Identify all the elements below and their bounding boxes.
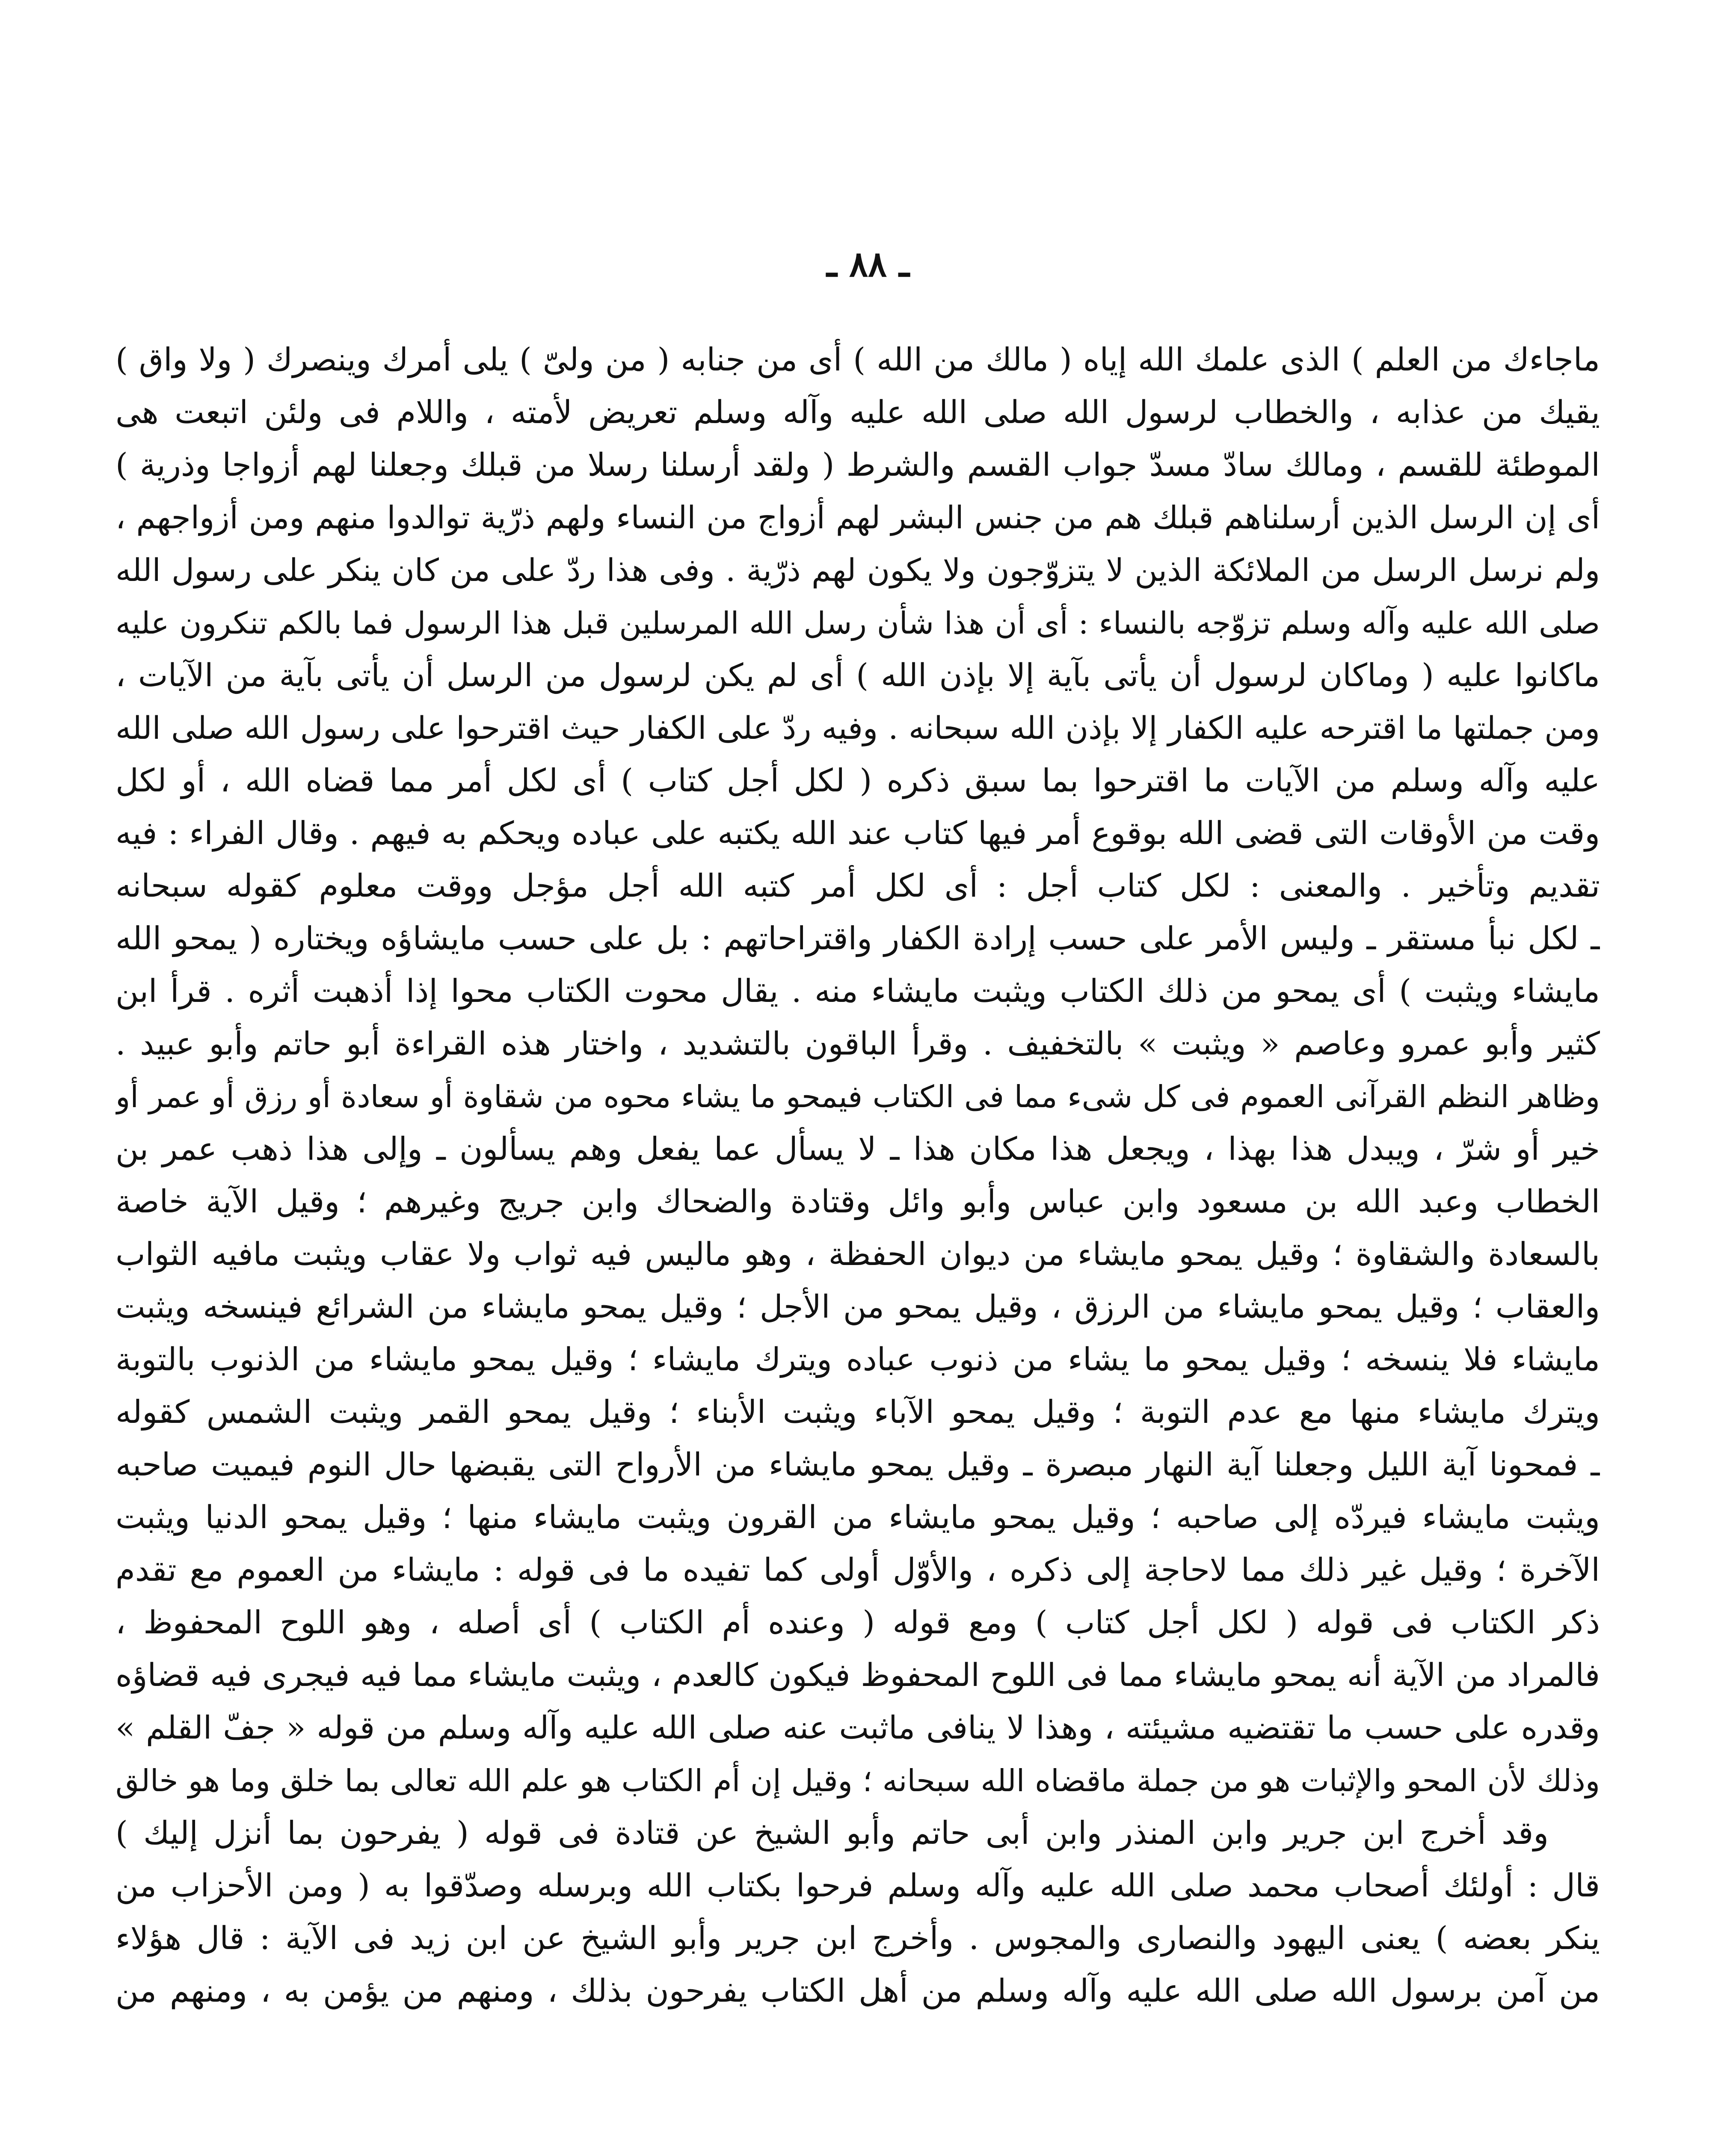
body-text: [116, 334, 1600, 2018]
text-line: مايشاء فلا ينسخه ؛ وقيل يمحو ما يشاء من ذنوب عباده ويترك مايشاء ؛ وقيل يمحو مايشاء من الذنوب بالتوبة: [116, 1341, 1600, 1378]
text-line: ذكر الكتاب فى قوله ( لكل أجل كتاب ) ومع قوله ( وعنده أم الكتاب ) أى أصله ، وهو اللوح المحفوظ ،: [116, 1604, 1600, 1641]
text-line: ماكانوا عليه ( وماكان لرسول أن يأتى بآية إلا بإذن الله ) أى لم يكن لرسول من الرسل أن يأتى بآية من الآيات ،: [116, 657, 1600, 694]
text-line: الآخرة ؛ وقيل غير ذلك مما لاحاجة إلى ذكره ، والأوّل أولى كما تفيده ما فى قوله : مايشاء من العموم مع تقدم: [116, 1552, 1600, 1588]
text-line: أى إن الرسل الذين أرسلناهم قبلك هم من جنس البشر لهم أزواج من النساء ولهم ذرّية توالدوا منهم ومن أزواجهم ،: [116, 500, 1600, 536]
text-line: يقيك من عذابه ، والخطاب لرسول الله صلى الله عليه وآله وسلم تعريض لأمته ، واللام فى ولئن اتبعت هى: [116, 394, 1600, 431]
text-line: وظاهر النظم القرآنى العموم فى كل شىء مما فى الكتاب فيمحو ما يشاء محوه من شقاوة أو سعادة أو رزق أو عمر أو: [116, 1079, 1600, 1114]
text-line: تقديم وتأخير . والمعنى : لكل كتاب أجل : أى لكل أمر كتبه الله أجل مؤجل ووقت معلوم كقوله سبحانه: [116, 868, 1600, 904]
text-line: من آمن برسول الله صلى الله عليه وآله وسلم من أهل الكتاب يفرحون بذلك ، ومنهم من يؤمن به ، ومنهم من: [116, 1973, 1600, 2009]
text-line: صلى الله عليه وآله وسلم تزوّجه بالنساء : أى أن هذا شأن رسل الله المرسلين قبل هذا الرسول فما بالكم تنكرون عليه: [116, 605, 1600, 641]
text-line: الموطئة للقسم ، ومالك سادّ مسدّ جواب القسم والشرط ( ولقد أرسلنا رسلا من قبلك وجعلنا لهم أزواجا وذرية ): [116, 447, 1600, 483]
text-line: ولم نرسل الرسل من الملائكة الذين لا يتزوّجون ولا يكون لهم ذرّية . وفى هذا ردّ على من كان ينكر على رسول الله: [116, 552, 1600, 589]
text-line: بالسعادة والشقاوة ؛ وقيل يمحو مايشاء من ديوان الحفظة ، وهو ماليس فيه ثواب ولا عقاب ويثبت مافيه الثواب: [116, 1236, 1600, 1273]
text-line: مايشاء ويثبت ) أى يمحو من ذلك الكتاب ويثبت مايشاء منه . يقال محوت الكتاب محوا إذا أذهبت أثره . قرأ ابن: [116, 973, 1600, 1010]
text-line: ينكر بعضه ) يعنى اليهود والنصارى والمجوس . وأخرج ابن جرير وأبو الشيخ عن ابن زيد فى الآية : قال هؤلاء: [116, 1920, 1600, 1957]
text-line: ماجاءك من العلم ) الذى علمك الله إياه ( مالك من الله ) أى من جنابه ( من ولىّ ) يلى أمرك وينصرك ( ولا واق ): [116, 341, 1600, 378]
text-line: ويترك مايشاء منها مع عدم التوبة ؛ وقيل يمحو الآباء ويثبت الأبناء ؛ وقيل يمحو القمر ويثبت الشمس كقوله: [116, 1394, 1600, 1431]
text-line: وقت من الأوقات التى قضى الله بوقوع أمر فيها كتاب عند الله يكتبه على عباده ويحكم به فيهم . وقال الفراء : فيه: [116, 815, 1600, 852]
text-line: عليه وآله وسلم من الآيات ما اقترحوا بما سبق ذكره ( لكل أجل كتاب ) أى لكل أمر مما قضاه الله ، أو لكل: [116, 762, 1600, 799]
page-number: ـ ٨٨ ـ: [827, 244, 909, 285]
text-line: كثير وأبو عمرو وعاصم « ويثبت » بالتخفيف . وقرأ الباقون بالتشديد ، واختار هذه القراءة أبو حاتم وأبو عبيد .: [116, 1025, 1600, 1062]
text-line: ـ لكل نبأ مستقر ـ وليس الأمر على حسب إرادة الكفار واقتراحاتهم : بل على حسب مايشاؤه ويختاره ( يمحو الله: [116, 920, 1600, 957]
text-line: والعقاب ؛ وقيل يمحو مايشاء من الرزق ، وقيل يمحو من الأجل ؛ وقيل يمحو مايشاء من الشرائع فينسخه ويثبت: [116, 1289, 1600, 1325]
text-line: ـ فمحونا آية الليل وجعلنا آية النهار مبصرة ـ وقيل يمحو مايشاء من الأرواح التى يقبضها حال النوم فيميت صاحبه: [116, 1446, 1600, 1483]
text-line: خير أو شرّ ، ويبدل هذا بهذا ، ويجعل هذا مكان هذا ـ لا يسأل عما يفعل وهم يسألون ـ وإلى هذا ذهب عمر بن: [116, 1131, 1600, 1167]
text-line: ويثبت مايشاء فيردّه إلى صاحبه ؛ وقيل يمحو مايشاء من القرون ويثبت مايشاء منها ؛ وقيل يمحو الدنيا ويثبت: [116, 1499, 1600, 1536]
text-line: وقدره على حسب ما تقتضيه مشيئته ، وهذا لا ينافى ماثبت عنه صلى الله عليه وآله وسلم من قوله « جفّ القلم »: [116, 1709, 1600, 1746]
text-line: فالمراد من الآية أنه يمحو مايشاء مما فى اللوح المحفوظ فيكون كالعدم ، ويثبت مايشاء مما فيه فيجرى فيه قضاؤه: [116, 1657, 1600, 1694]
text-line: وذلك لأن المحو والإثبات هو من جملة ماقضاه الله سبحانه ؛ وقيل إن أم الكتاب هو علم الله تعالى بما خلق وما هو خالق: [116, 1763, 1600, 1798]
text-line: ومن جملتها ما اقترحه عليه الكفار إلا بإذن الله سبحانه . وفيه ردّ على الكفار حيث اقترحوا على رسول الله صلى الله: [116, 710, 1600, 747]
text-line: قال : أولئك أصحاب محمد صلى الله عليه وآله وسلم فرحوا بكتاب الله وبرسله وصدّقوا به ( ومن الأحزاب من: [116, 1867, 1600, 1904]
text-line: وقد أخرج ابن جرير وابن المنذر وابن أبى حاتم وأبو الشيخ عن قتادة فى قوله ( يفرحون بما أنزل إليك ): [116, 1815, 1549, 1852]
text-line: الخطاب وعبد الله بن مسعود وابن عباس وأبو وائل وقتادة والضحاك وابن جريج وغيرهم ؛ وقيل الآية خاصة: [116, 1183, 1600, 1220]
